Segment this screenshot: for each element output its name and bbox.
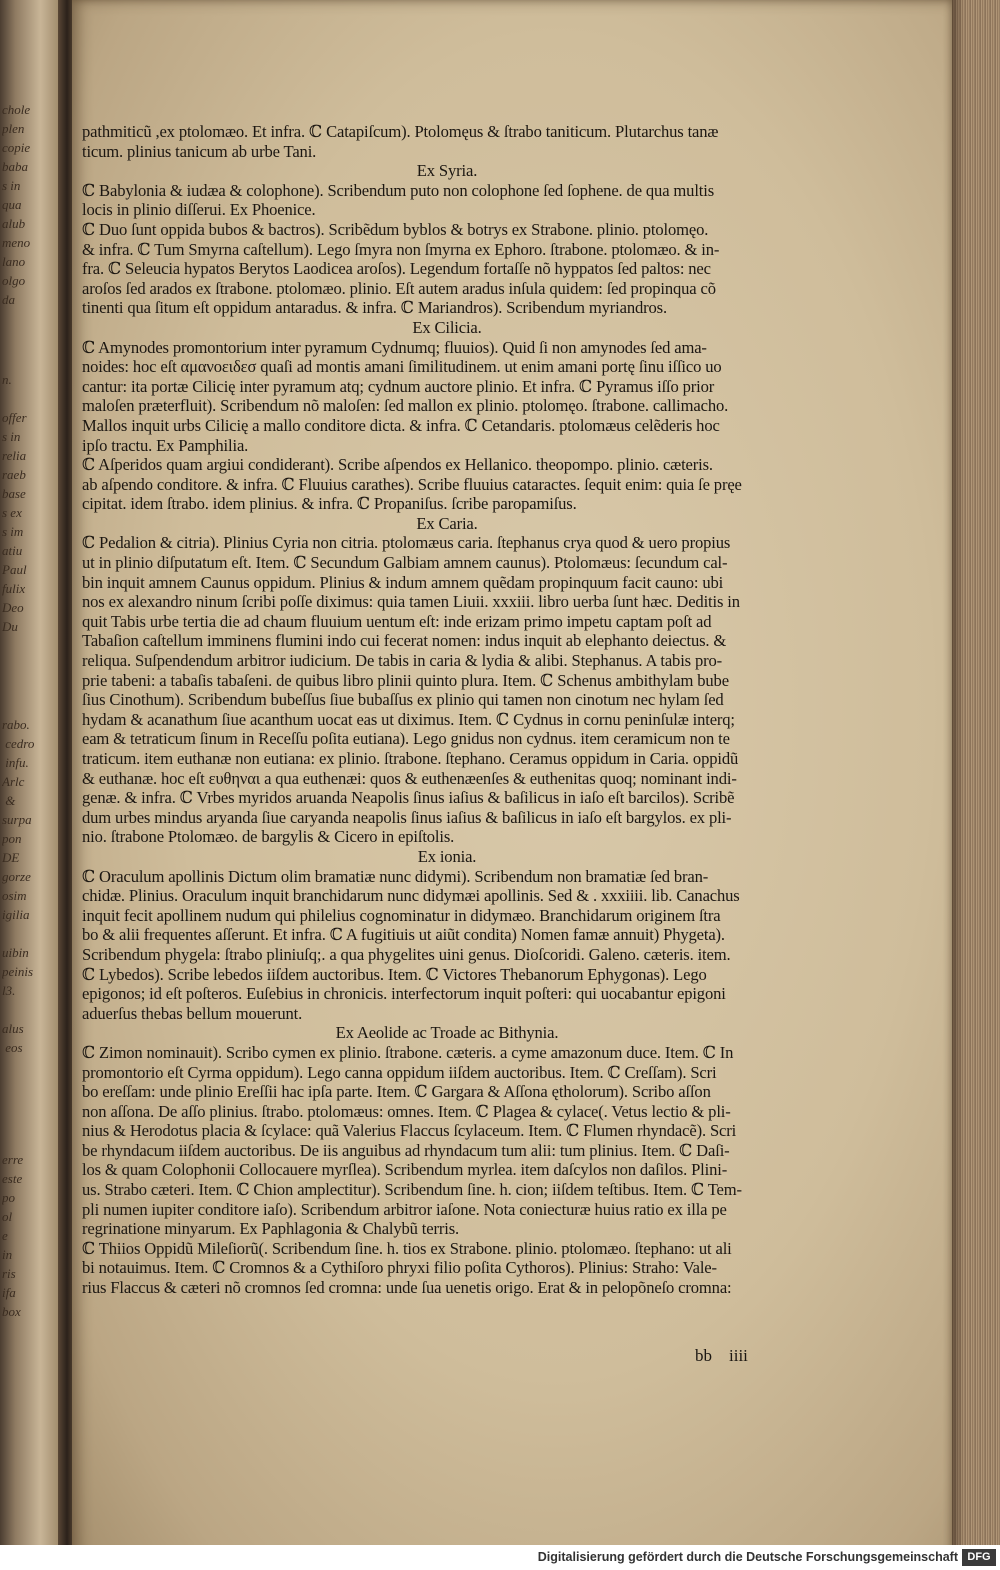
text-line: Mallos inquit urbs Cilicię a mallo conditore dicta. & infra. ℂ Cetandaris. ptolomæus celẽderis hoc [82,415,720,435]
text-line: pli numen iupiter conditore iaſo). Scribendum arbitror iaſone. Nota coniecturæ huius ratio ex illa pe [82,1199,727,1219]
text-line: regrinatione minyarum. Ex Paphlagonia & Chalybũ terris. [82,1219,460,1239]
text-line: dum urbes mindus aryanda ſiue caryanda neapolis ſinus iaſius & baſilicus in iaſo eſt bargylos. ex pli- [82,807,732,827]
text-line: ℂ Pedalion & citria). Plinius Cyria non citria. ptolomæus caria. ſtephanus crya quod & uero propius [82,533,731,553]
left-page-fragment-top: chole plen copie baba s in qua alub meno lano olgo da [2,102,31,307]
text-line: hydam & acanathum ſiue acanthum uocat eas ut diximus. Item. ℂ Cydnus in cornu peninſulæ interq; [82,709,735,729]
text-line: be rhyndacum iiſdem auctoribus. De iis anguibus ad rhyndacum tum alii: tum plinius. Item. ℂ Daſi- [82,1140,730,1160]
text-line: pathmiticũ ,ex ptolomæo. Et infra. ℂ Catapiſcum). Ptolomęus & ſtrabo taniticum. Plutarchus tanæ [82,122,719,141]
section-heading: Ex ionia. [417,846,477,866]
page-text-block [82,122,812,1298]
text-line: ſius Cinothum). Scribendum bubeſſus ſiue bubaſſus ex plinio qui tamen non cinotum nec hylam ſed [82,690,724,710]
text-line: & infra. ℂ Tum Smyrna caſtellum). Lego ſmyra non ſmyrna ex Ephoro. ſtrabone. ptolomæo. & in- [82,239,720,259]
text-line: noides: hoc eſt αμανοειδεσ quaſi ad montis amani ſimilitudinem. ut enim amani portę ſinu iſſico uo [82,357,722,377]
text-line: & euthanæ. hoc eſt ευθηναι a qua euthenæi: quos & euthenæenſes & euthenitas quoq; nominant indi- [82,768,737,788]
section-heading: Ex Aeolide ac Troade ac Bithynia. [335,1023,559,1043]
text-line: prie tabeni: a tabaſis tabaſeni. de quibus libro plinii quinto plura. Item. ℂ Schenus ambithylam bube [82,670,729,690]
text-line: promontorio eſt Cyrma oppidum). Lego canna oppidum iiſdem auctoribus. Item. ℂ Creſſam). Scri [82,1062,717,1082]
text-line: ℂ Duo ſunt oppida bubos & bactros). Scribẽdum byblos & botrys ex Strabone. plinio. ptolomęo. [82,219,709,239]
left-page-fragment-lower: rabo. cedro infu. Arlc & surpa pon DE gorze osim igilia uibin peinis l3. alus eos [2,717,35,1055]
text-line: locis in plinio diſſerui. Ex Phoenice. [82,200,316,220]
text-line: reliqua. Suſpendendum arbitror iudicium. De tabis in caria & lydia & alibi. Stephanus. A tabis pro- [82,651,723,671]
left-page-fragment-middle: n. offer s in relia raeb base s ex s im atiu Paul fulix Deo Du [2,372,27,634]
text-line: cantur: ita portæ Cilicię inter pyramum atq; cydnum auctore plinio. Et infra. ℂ Pyramus iſſo prior [82,376,715,396]
text-line: inquit fecit apollinem nudum qui philelius cognominatur in didymæo. Branchidarum originem ſtra [82,905,721,925]
text-line: quit Tabis urbe tertia die ad chaum fluuium uentum eſt: inde erizam primo impetu captam poſt ad [82,611,712,631]
text-line: ℂ Thiios Oppidũ Mileſiorũ(. Scribendum ſine. h. tios ex Strabone. plinio. ptolomæo. ſtephano: ut ali [82,1238,732,1258]
left-page-fragment-bottom: erre este po ol e in ris ifa box [2,1152,24,1319]
dfg-logo: DFG [962,1549,996,1566]
text-line: genæ. & infra. ℂ Vrbes myridos aruanda Neapolis ſinus iaſius & baſilicus in iaſo eſt barcilos). Scribẽ [82,788,735,808]
text-line: Scribendum phygela: ſtrabo pliniuſq;. a qua phygelites uini genus. Dioſcoridi. Galeno. cæteris. item. [82,944,731,964]
text-line: rius Flaccus & cæteri nõ cromnos ſed cromna: unde ſua uenetis origo. Erat & in pelopõneſo cromna: [82,1278,732,1298]
funding-credit: Digitalisierung gefördert durch die Deutsche Forschungsgemeinschaft [537,1550,958,1564]
text-line: bo & alii frequentes aſſerunt. Et infra. ℂ A fugitiuis ut aiũt condita) Nomen famæ annuit) Phygeta). [82,925,725,945]
text-line: maloſen præterfluit). Scribendum nõ maloſen: ſed mallon ex plinio. ptolomęo. ſtrabone. callimacho. [82,396,729,416]
text-line: nos ex alexandro ninum ſcribi poſſe diximus: quia tamen Liuii. xxxiii. libro uerba ſunt hæc. Deditis in [82,592,740,612]
text-line: ℂ Oraculum apollinis Dictum olim bramatiæ nunc didymi). Scribendum non bramatiæ ſed bran- [82,866,709,886]
right-page [72,0,952,1570]
text-line: traticum. item euthanæ non eutiana: ex plinio. ſtrabone. ſtephano. Ceramus oppidum in Caria. oppidũ [82,749,739,768]
text-line: ab aſpendo conditore. & infra. ℂ Fluuius carathes). Scribe fluuius cataractes. ſequit enim: quia ſe pręe [82,474,742,494]
left-facing-page [0,0,62,1570]
text-line: us. Strabo cæteri. Item. ℂ Chion amplectitur). Scribendum ſine. h. cion; iiſdem teſtibus. Item. ℂ Tem- [82,1180,742,1200]
text-line: ut in plinio diſputatum eſt. Item. ℂ Secundum Galbiam amnem caunus). Ptolomæus: ſecundum cal- [82,553,728,573]
text-line: fra. ℂ Seleucia hypatos Berytos Laodicea aroſos). Legendum fortaſſe nõ hyppatos ſed paltos: nec [82,259,711,279]
page-signature: bb iiii [695,1346,748,1365]
text-line: nius & Herodotus placia & ſcylace: quã Valerius Flaccus ſcylaceum. Item. ℂ Flumen rhyndacẽ). Scri [82,1121,737,1141]
text-line: ℂ Babylonia & iudæa & colophone). Scribendum puto non colophone ſed ſophene. de qua multis [82,180,715,200]
text-line: non aſſona. De aſſo plinius. ſtrabo. ptolomæus: omnes. Item. ℂ Plagea & cylace(. Vetus lectio & pli- [82,1101,731,1121]
text-line: ipſo tractu. Ex Pamphilia. [82,435,249,455]
text-line: ℂ Aſperidos quam argiui condiderant). Scribe aſpendos ex Hellanico. theopompo. plinio. cæteris. [82,455,713,475]
text-line: bo ereſſam: unde plinio Ereſſii hac ipſa parte. Item. ℂ Gargara & Aſſona ętholorum). Scribo aſſon [82,1082,711,1102]
digitization-footer [0,1545,1000,1570]
text-line: ticum. plinius tanicum ab urbe Tani. [82,141,317,161]
text-line: ℂ Zimon nominauit). Scribo cymen ex plinio. ſtrabone. cæteris. a cyme amazonum duce. Item. ℂ In [82,1042,734,1062]
text-line: epigonos; id eſt poſteros. Euſebius in chronicis. interfectorum inquit poſteri: qui uocabantur epigoni [82,984,726,1004]
page-edges-shadow [952,0,964,1545]
section-heading: Ex Cilicia. [412,317,482,337]
text-line: los & quam Colophonii Collocauere myrſlea). Scribendum myrlea. item daſcylos non daſilos. Plini- [82,1160,728,1180]
text-line: aduerſus thebas bellum mouerunt. [82,1003,303,1023]
text-line: tinenti qua ſitum eſt oppidum antaradus. & infra. ℂ Mariandros). Scribendum myriandros. [82,298,667,318]
text-line: ℂ Amynodes promontorium inter pyramum Cydnumq; fluuios). Quid ſi non amynodes ſed ama- [82,337,707,357]
text-line: aroſos ſed arados ex ſtrabone. ptolomæo. plinio. Eſt autem aradus inſula quidem: ſed propinqua cõ [82,278,716,298]
text-line: bin inquit amnem Caunus oppidum. Plinius & indum amnem quẽdam propinquum facit cauno: ubi [82,572,724,592]
text-line: eam & tetraticum ſinum in Receſſu poſita eutiana). Lego gnidus non cydnus. item ceramicum non te [82,729,730,749]
text-line: chidæ. Plinius. Oraculum inquit branchidarum nunc didymæi apollinis. Sed & . xxxiiii. lib. Canachus [82,886,740,906]
section-heading: Ex Caria. [416,513,478,533]
text-line: Tabaſion caſtellum imminens flumini indo cui fecerat nomen: indus inquit ab elephanto deiectus. & [82,631,727,651]
text-line: cipitat. idem ſtrabo. idem plinius. & infra. ℂ Propaniſus. ſcribe paropamiſus. [82,494,577,514]
text-line: ℂ Lybedos). Scribe lebedos iiſdem auctoribus. Item. ℂ Victores Thebanorum Ephygonas). Lego [82,964,707,984]
text-line: nio. ſtrabone Ptolomæo. de bargylis & Cicero in epiſtolis. [82,827,455,847]
section-heading: Ex Syria. [416,161,478,181]
text-line: bi notauimus. Item. ℂ Cromnos & a Cythiſoro phryxi filio poſita Cythoros). Plinius: Straho: Vale- [82,1258,717,1278]
